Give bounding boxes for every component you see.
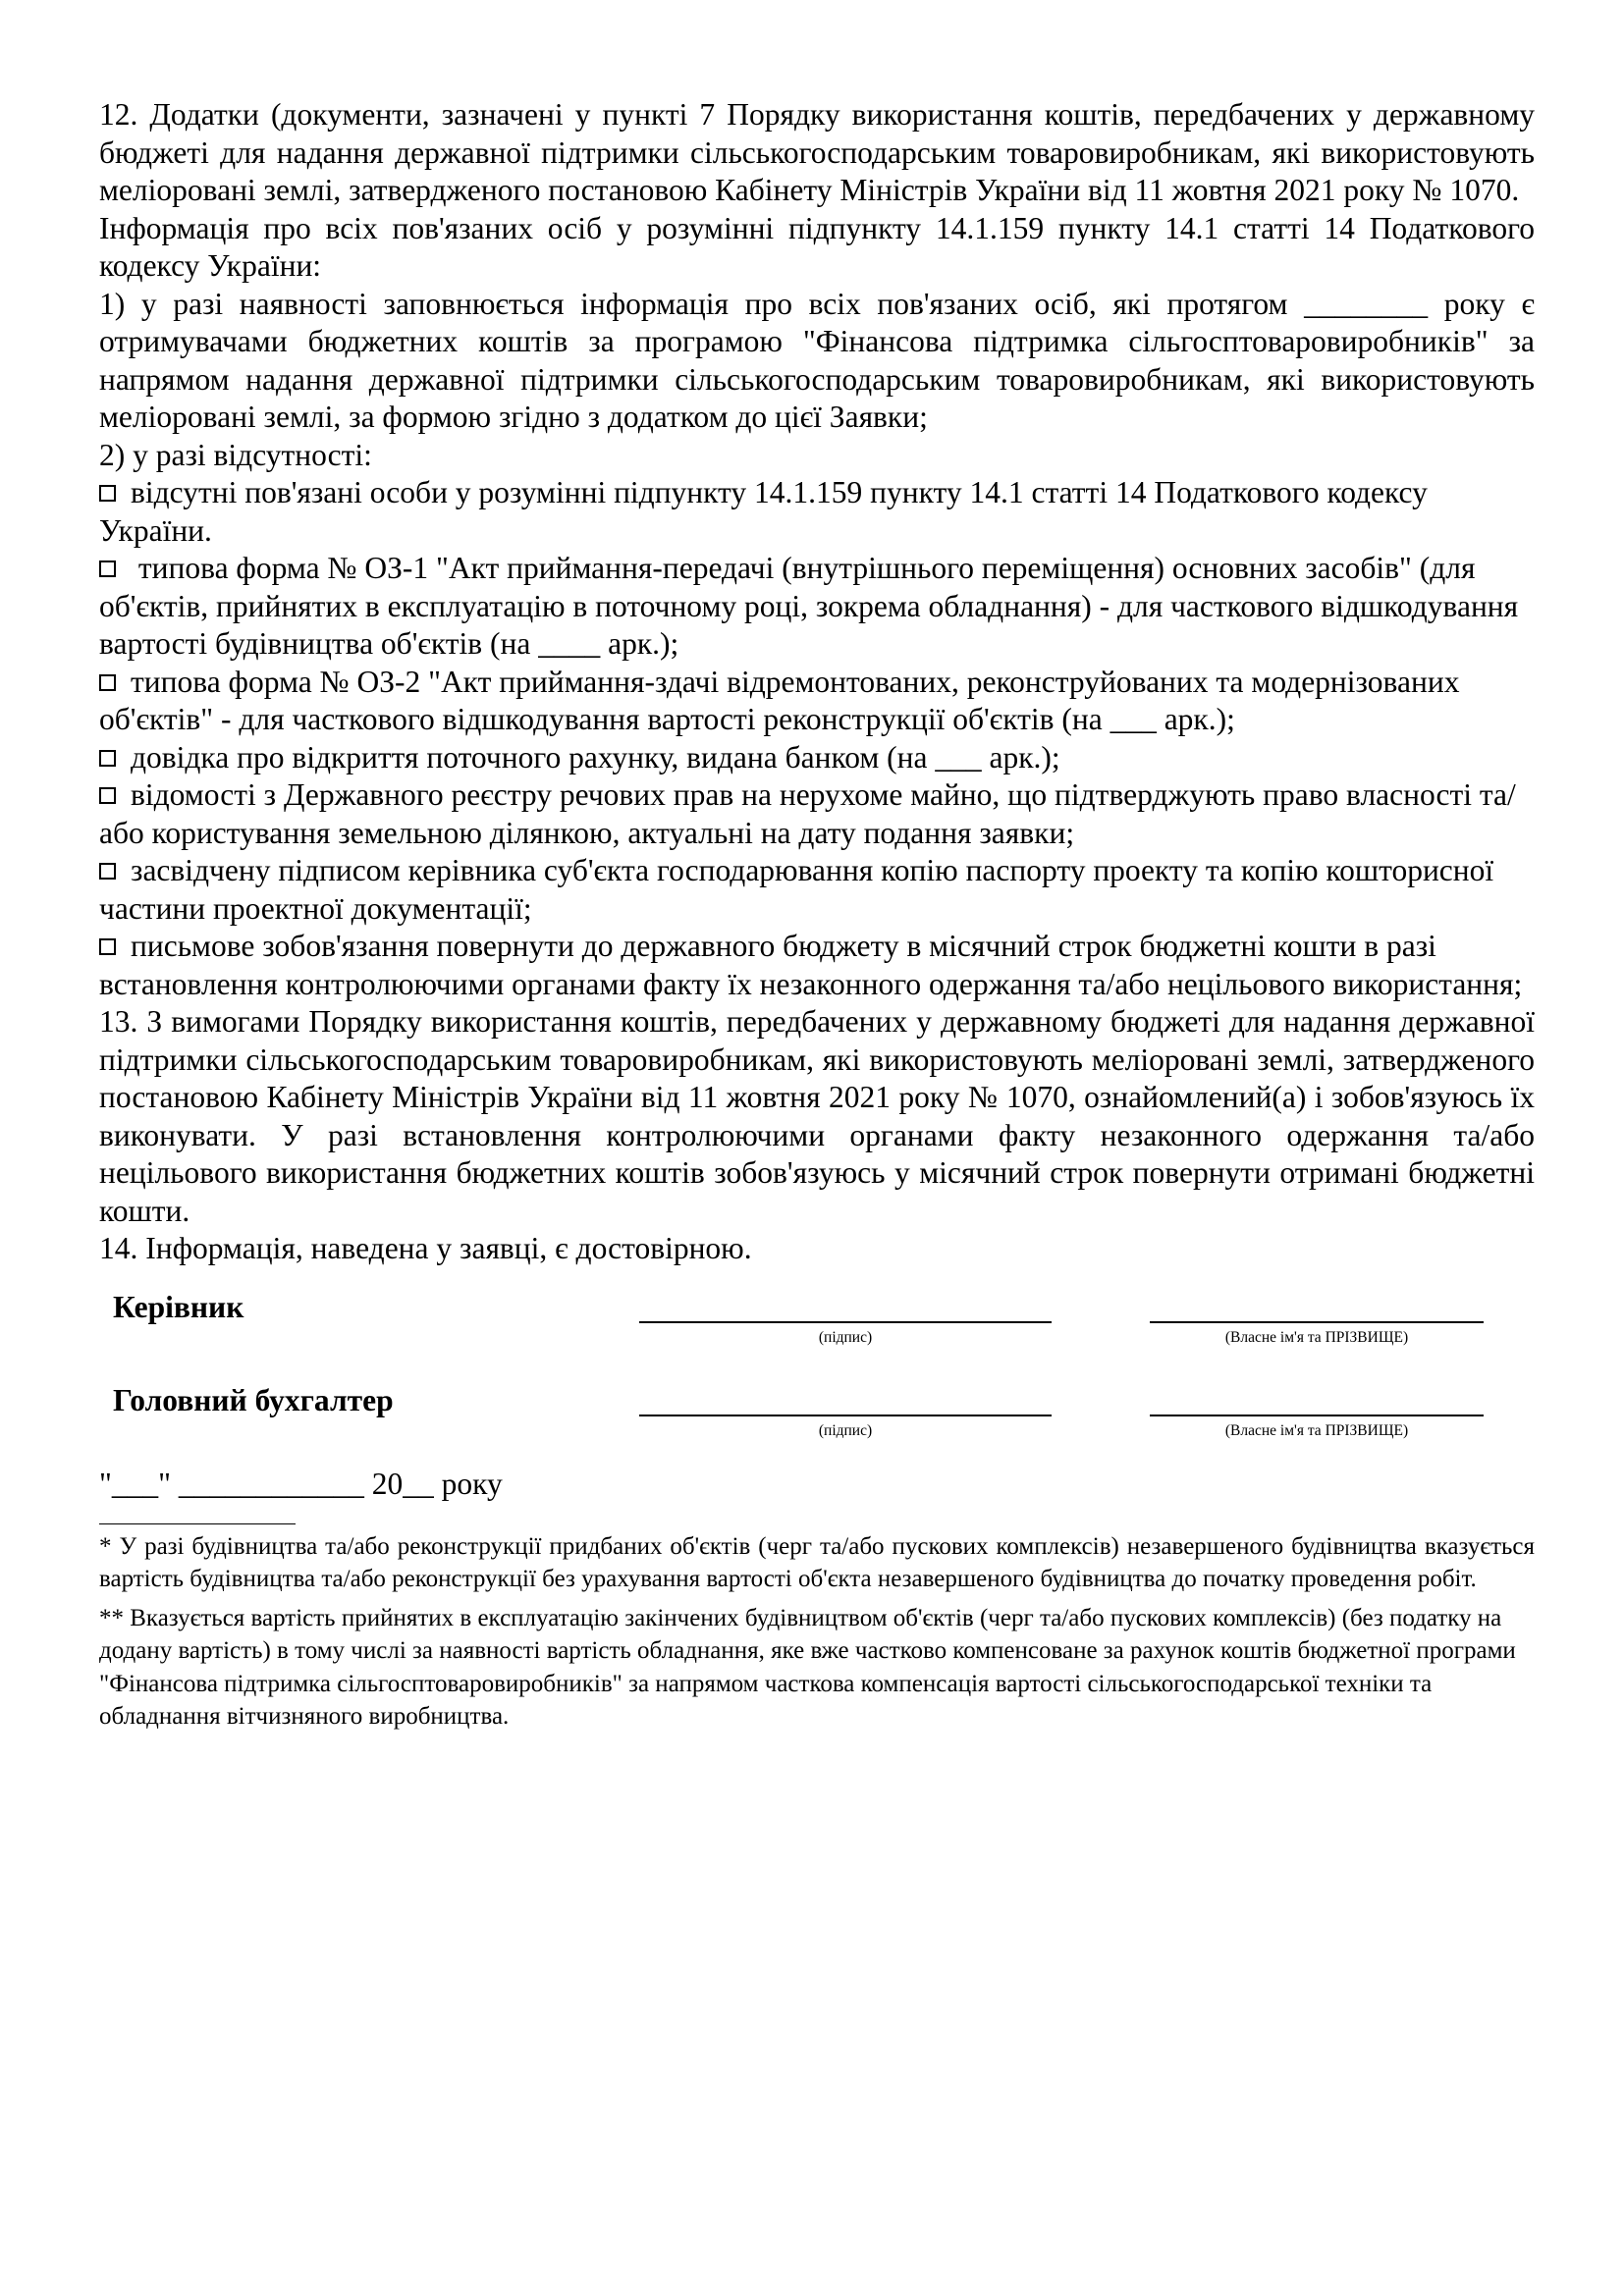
checkbox-icon[interactable] <box>99 485 116 502</box>
head-label: Керівник <box>113 1289 244 1324</box>
related-persons-paragraph: Інформація про всіх пов'язаних осіб у розумінні підпункту 14.1.159 пункту 14.1 статті 14 Податкового кодексу України: <box>99 210 1535 283</box>
checklist-item-bank-certificate <box>99 739 1535 777</box>
date-line: "___" ____________ 20__ року <box>99 1466 503 1501</box>
checklist-item-label: засвідчену підписом керівника суб'єкта господарювання копію паспорту проекту та копію кошторисної частини проектної документації; <box>99 853 1494 926</box>
checklist-item-no-related <box>99 474 1535 550</box>
case-2-paragraph: 2) у разі відсутності: <box>99 437 372 472</box>
item-14-paragraph: 14. Інформація, наведена у заявці, є достовірною. <box>99 1231 752 1265</box>
accountant-signature-block <box>99 1373 1535 1467</box>
checkbox-icon[interactable] <box>99 938 116 955</box>
head-signature-line[interactable] <box>639 1321 1052 1323</box>
checklist-item-label: письмове зобов'язання повернути до державного бюджету в місячний строк бюджетні кошти в разі встановлення контролюючими органами факту їх незаконного одержання та/або нецільового використання; <box>99 929 1523 1001</box>
item-12-paragraph: 12. Додатки (документи, зазначені у пункті 7 Порядку використання коштів, передбачених у державному бюджеті для надання державної підтримки сільськогосподарським товаровиробникам, які використовують меліоровані землі, затвердженого постановою Кабінету Міністрів України від 11 жовтня 2021 року № 1070. <box>99 97 1535 207</box>
document-page <box>99 96 1535 1734</box>
footnote-1: * У разі будівництва та/або реконструкції придбаних об'єктів (черг та/або пускових комплексів) незавершеного будівництва вказується вартість будівництва та/або реконструкції без урахування вартості об'єкта незавершеного будівництва до початку проведення робіт. <box>99 1532 1535 1592</box>
checkbox-icon[interactable] <box>99 674 116 691</box>
accountant-name-line[interactable] <box>1150 1415 1484 1416</box>
checklist-item-oz2 <box>99 664 1535 739</box>
accountant-label: Головний бухгалтер <box>113 1382 394 1417</box>
item-13-paragraph: 13. З вимогами Порядку використання коштів, передбачених у державному бюджеті для надання державної підтримки сільськогосподарським товаровиробникам, які використовують меліоровані землі, затвердженого постановою Кабінету Міністрів України від 11 жовтня 2021 року № 1070, ознайомлений(а) і зобов'язуюсь їх виконувати. У разі встановлення контролюючими органами факту незаконного одержання та/або нецільового використання бюджетних коштів зобов'язуюсь у місячний строк повернути отримані бюджетні кошти. <box>99 1004 1535 1228</box>
checklist-item-project-passport <box>99 852 1535 928</box>
checklist-item-label: відомості з Державного реєстру речових прав на нерухоме майно, що підтверджують право власності та/або користування земельною ділянкою, актуальні на дату подання заявки; <box>99 777 1516 850</box>
footnote-2: ** Вказується вартість прийнятих в експлуатацію закінчених будівництвом об'єктів (черг та/або пускових комплексів) (без податку на додану вартість) в тому числі за наявності вартість обладнання, яке вже частково компенсоване за рахунок коштів бюджетної програми "Фінансова підтримка сільгосптоваровиробників" за напрямом часткова компенсація вартості сільськогосподарської техніки та обладнання вітчизняного виробництва. <box>99 1604 1516 1730</box>
case-1-paragraph: 1) у разі наявності заповнюється інформація про всіх пов'язаних осіб, які протягом ________ року є отримувачами бюджетних коштів за програмою "Фінансова підтримка сільгосптоваровиробників" за напрямом надання державної підтримки сільськогосподарським товаровиробникам, які використовують меліоровані землі, за формою згідно з додатком до цієї Заявки; <box>99 286 1535 434</box>
accountant-signature-line[interactable] <box>639 1415 1052 1416</box>
checklist-item-label: довідка про відкриття поточного рахунку, видана банком (на ___ арк.); <box>131 739 1060 774</box>
name-caption: (Власне ім'я та ПРІЗВИЩЕ) <box>1224 1328 1409 1346</box>
checklist-item-label: типова форма № ОЗ-1 "Акт приймання-передачі (внутрішнього переміщення) основних засобів" (для об'єктів, прийнятих в експлуатацію в поточному році, зокрема обладнання) - для часткового відшкодування вартості будівництва об'єктів (на ____ арк.); <box>99 551 1519 661</box>
signature-caption: (підпис) <box>818 1328 873 1346</box>
footnote-divider <box>99 1523 296 1524</box>
head-name-line[interactable] <box>1150 1321 1484 1323</box>
checkbox-icon[interactable] <box>99 787 116 804</box>
checklist-item-property-register <box>99 776 1535 852</box>
checkbox-icon[interactable] <box>99 863 116 880</box>
checklist-item-written-obligation <box>99 928 1535 1003</box>
checkbox-icon[interactable] <box>99 561 116 577</box>
name-caption: (Власне ім'я та ПРІЗВИЩЕ) <box>1224 1421 1409 1439</box>
checkbox-icon[interactable] <box>99 750 116 767</box>
checklist-item-label: відсутні пов'язані особи у розумінні підпункту 14.1.159 пункту 14.1 статті 14 Податкового кодексу України. <box>99 475 1428 548</box>
head-signature-block <box>99 1280 1535 1373</box>
signature-caption: (підпис) <box>818 1421 873 1439</box>
checklist-item-oz1 <box>99 550 1535 664</box>
checklist-item-label: типова форма № ОЗ-2 "Акт приймання-здачі відремонтованих, реконструйованих та модернізованих об'єктів" - для часткового відшкодування вартості реконструкції об'єктів (на ___ арк.); <box>99 664 1460 736</box>
